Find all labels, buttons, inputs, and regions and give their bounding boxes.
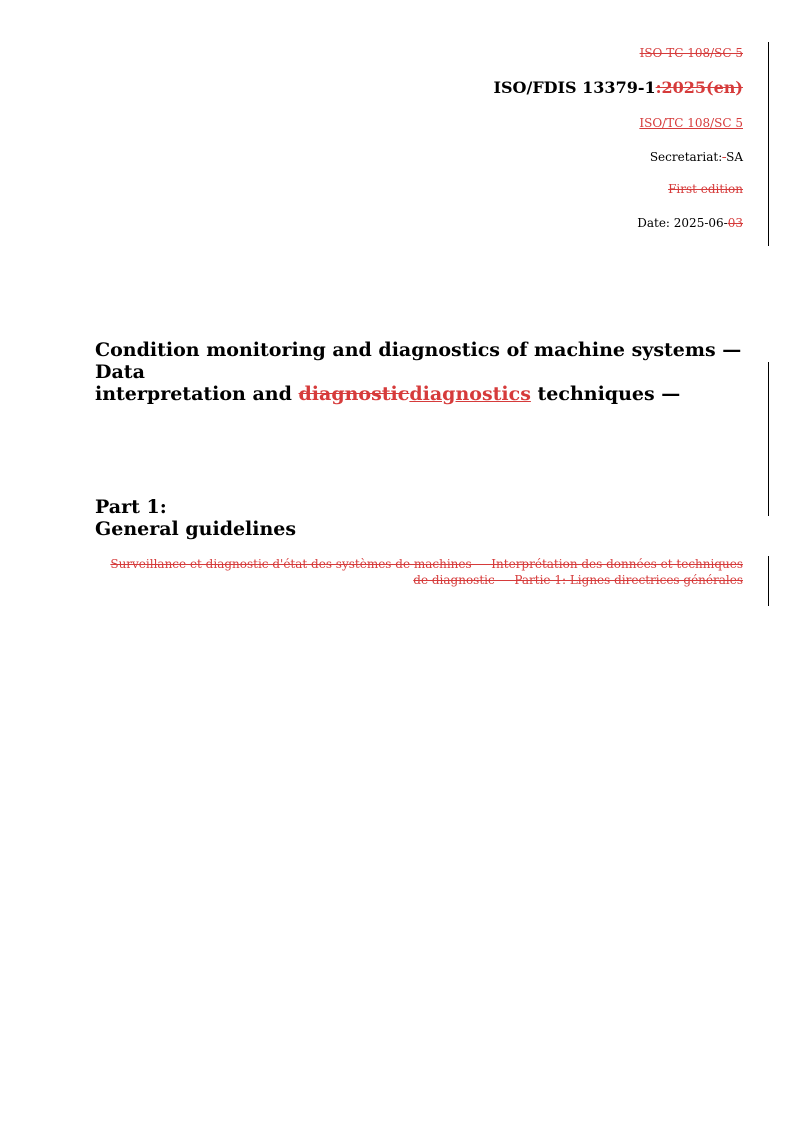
main-title-line2 xyxy=(95,383,755,405)
french-title-line1: Surveillance et diagnostic d'état des systèmes de machines — Interprétation des données et techniques xyxy=(110,557,743,571)
edition-deleted xyxy=(668,182,743,196)
part-title xyxy=(95,496,296,540)
secretariat-label: Secretariat: xyxy=(649,150,723,164)
main-title xyxy=(95,339,755,405)
document-reference xyxy=(494,78,744,97)
secretariat xyxy=(650,150,743,164)
committee-inserted xyxy=(639,116,743,130)
committee-deleted-text: ISO TC 108/SC 5 xyxy=(639,46,743,60)
part-number: Part 1: xyxy=(95,496,167,518)
edition-deleted-text: First edition xyxy=(668,182,743,196)
date-label: Date: 2025-06- xyxy=(637,216,728,230)
secretariat-value: SA xyxy=(726,150,743,164)
committee-deleted xyxy=(640,46,743,60)
document-reference-main: ISO/FDIS 13379-1 xyxy=(493,78,656,97)
committee-inserted-text: ISO/TC 108/SC 5 xyxy=(639,116,743,130)
document-date xyxy=(637,216,743,230)
french-title-deleted xyxy=(95,556,743,588)
main-title-line2-suffix: techniques — xyxy=(530,383,681,405)
french-title-line2: de diagnostic — Partie 1: Lignes directrices générales xyxy=(413,573,743,587)
change-bar-title xyxy=(768,362,769,516)
main-title-line2-prefix: interpretation and xyxy=(95,383,299,405)
date-deleted-day: 03 xyxy=(727,216,743,230)
part-name: General guidelines xyxy=(95,518,297,540)
main-title-word-deleted: diagnostic xyxy=(298,383,410,405)
document-reference-deleted: :2025(en) xyxy=(655,78,743,97)
main-title-line1: Condition monitoring and diagnostics of machine systems — Data xyxy=(95,339,742,383)
change-bar-header xyxy=(768,42,769,246)
change-bar-french-title xyxy=(768,556,769,606)
main-title-word-inserted: diagnostics xyxy=(409,383,531,405)
